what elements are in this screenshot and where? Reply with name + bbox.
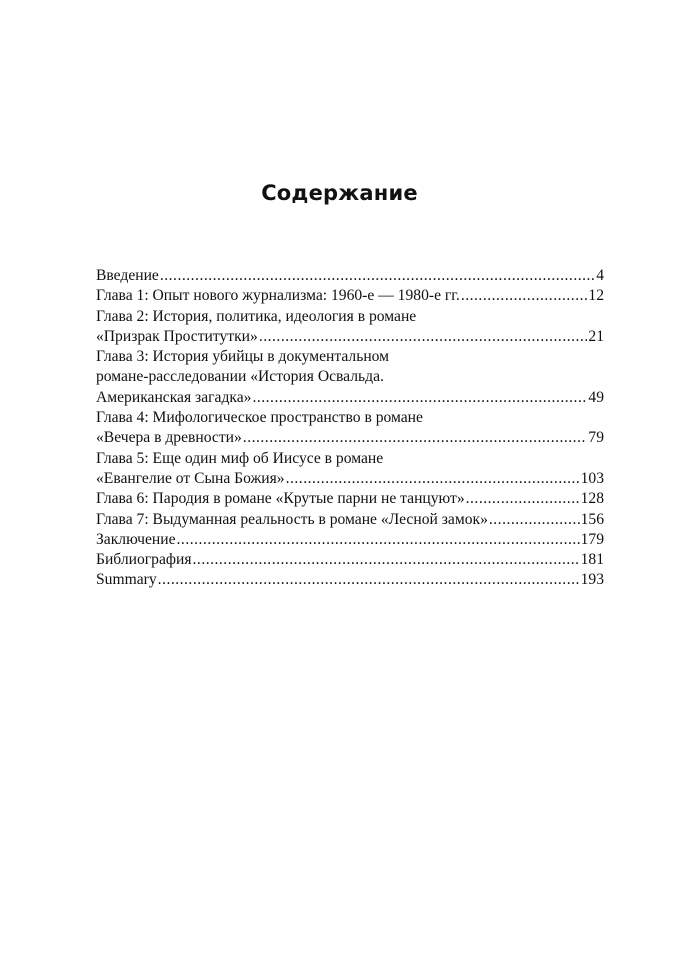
toc-entry-line — [96, 530, 604, 550]
toc-page-number: 103 — [580, 469, 604, 487]
toc-entry-text: Глава 2: История, политика, идеология в романе — [96, 307, 417, 325]
toc-page-number: 4 — [596, 267, 604, 284]
toc-page-number: 193 — [580, 571, 604, 589]
toc-entry-line — [96, 388, 604, 408]
toc-entry — [96, 570, 604, 590]
toc-page-number: 181 — [580, 551, 604, 569]
toc-page-number: 128 — [580, 490, 604, 508]
toc-entry-line — [96, 469, 604, 489]
toc-page-number: 156 — [580, 510, 604, 528]
toc-entry-text: «Евангелие от Сына Божия» — [96, 469, 285, 487]
toc-entry-line — [96, 428, 604, 448]
toc-entry — [96, 408, 604, 449]
toc-entry-line — [96, 489, 604, 509]
toc-entry — [96, 510, 604, 530]
toc-entry-text: «Вечера в древности» — [96, 429, 242, 447]
toc-entry-text: Введение — [96, 267, 159, 284]
dot-leader — [489, 510, 580, 530]
toc-entry-text: «Призрак Проститутки» — [96, 327, 258, 345]
toc-entry — [96, 266, 604, 286]
toc-entry-line — [96, 550, 604, 570]
dot-leader — [177, 530, 580, 550]
toc-page-number: 21 — [588, 327, 604, 345]
toc-page-number: 49 — [588, 388, 604, 406]
toc-entry-text: Глава 3: История убийцы в документальном — [96, 348, 390, 366]
dot-leader — [461, 286, 588, 306]
dot-leader — [259, 327, 588, 347]
page-title: Содержание — [261, 181, 418, 205]
table-of-contents — [96, 266, 604, 591]
toc-entry — [96, 347, 604, 408]
toc-entry — [96, 449, 604, 490]
toc-entry-line — [96, 327, 604, 347]
dot-leader — [158, 570, 580, 590]
dot-leader — [160, 266, 595, 286]
toc-entry-text: Заключение — [96, 530, 176, 548]
toc-entry-text: Глава 6: Пародия в романе «Крутые парни не танцуют» — [96, 490, 465, 508]
toc-entry-text: Summary — [96, 571, 157, 589]
toc-page-number: 179 — [580, 530, 604, 548]
toc-entry-text: Глава 7: Выдуманная реальность в романе «Лесной замок» — [96, 510, 488, 528]
toc-entry-text: Американская загадка» — [96, 388, 252, 406]
toc-entry — [96, 286, 604, 306]
toc-entry — [96, 307, 604, 348]
dot-leader — [243, 428, 588, 448]
toc-entry-text: романе-расследовании «История Освальда. — [96, 368, 384, 386]
toc-entry — [96, 550, 604, 570]
dot-leader — [466, 489, 580, 509]
toc-entry-text: Глава 1: Опыт нового журнализма: 1960-е — 1980-е гг. — [96, 287, 460, 305]
toc-entry-text: Библиография — [96, 551, 192, 569]
toc-page-number: 79 — [588, 429, 604, 447]
toc-entry-line — [96, 266, 604, 286]
toc-entry — [96, 489, 604, 509]
dot-leader — [252, 388, 587, 408]
dot-leader — [286, 469, 580, 489]
toc-entry-line — [96, 510, 604, 530]
toc-entry — [96, 530, 604, 550]
toc-page-number: 12 — [588, 287, 604, 305]
toc-entry-text: Глава 5: Еще один миф об Иисусе в романе — [96, 449, 384, 467]
toc-entry-line — [96, 570, 604, 590]
toc-entry-line — [96, 286, 604, 306]
dot-leader — [193, 550, 580, 570]
toc-entry-text: Глава 4: Мифологическое пространство в романе — [96, 409, 423, 427]
